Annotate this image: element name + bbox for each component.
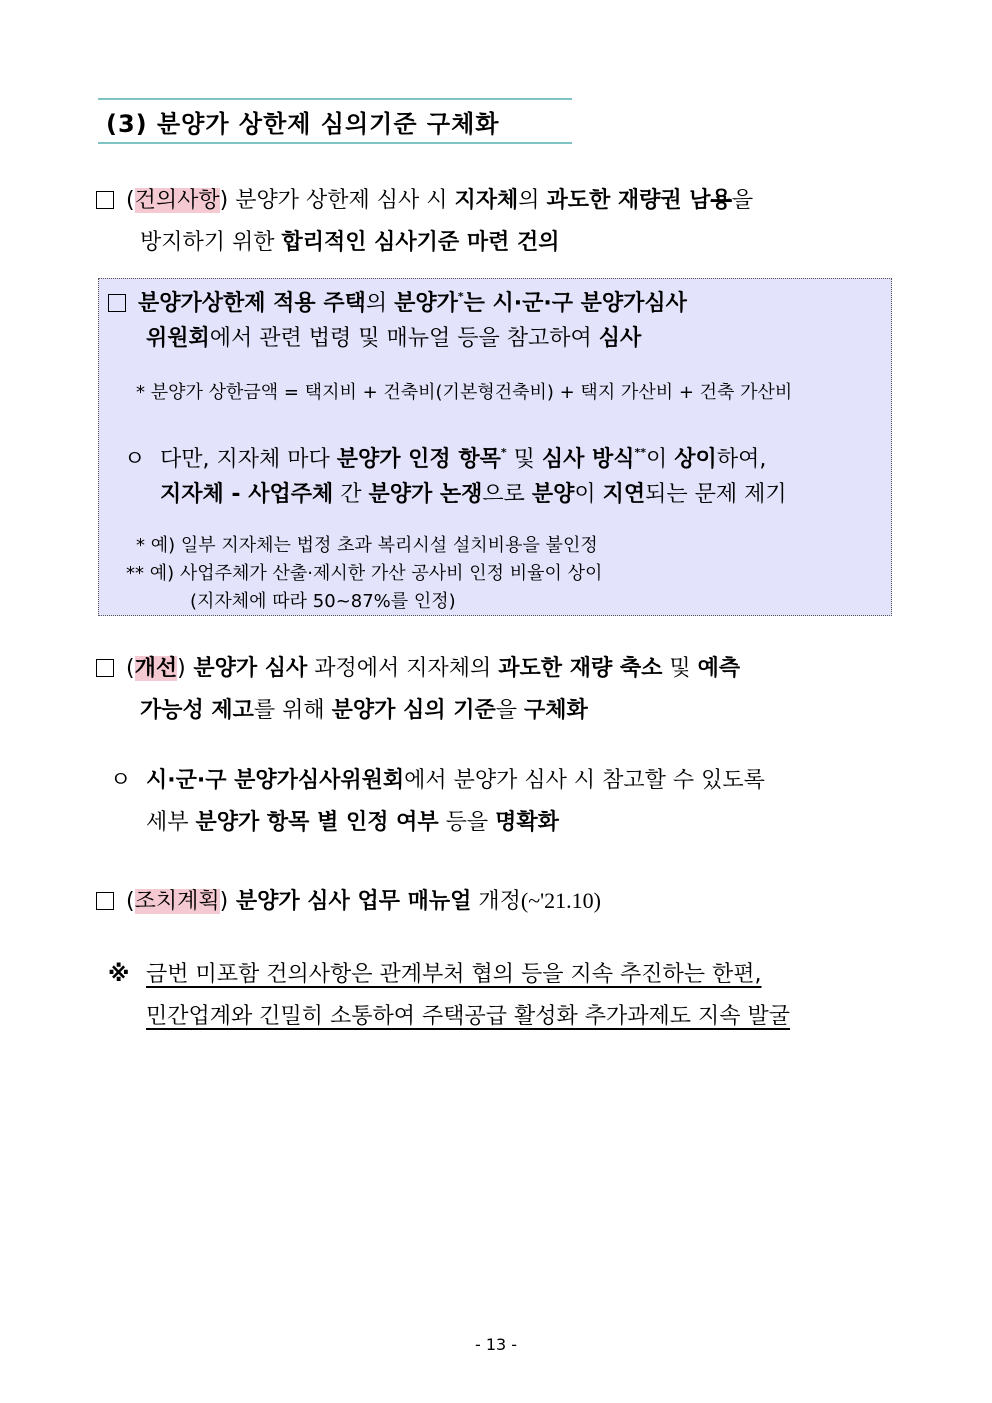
checkbox-square-icon <box>96 191 114 209</box>
footnote-marker: * <box>457 290 464 303</box>
bold-text: 지연 <box>602 482 646 507</box>
text: 다만, 지자체 마다 <box>160 447 337 472</box>
text: 과정에서 지자체의 <box>307 656 499 681</box>
text: 및 <box>506 447 542 472</box>
text: 이 <box>646 447 675 472</box>
bold-text: 분양가 인정 항목 <box>336 447 501 472</box>
text: 방지하기 위한 <box>140 230 282 255</box>
text: 을 <box>731 188 754 213</box>
struck-text: 용 <box>710 188 732 213</box>
title-bottom-rule <box>98 142 572 144</box>
example-note-1: * 예) 일부 지자체는 법정 초과 복리시설 설치비용을 불인정 <box>136 535 598 556</box>
bold-text: 분양가상한제 적용 주택 <box>138 291 366 316</box>
bold-text: 분양가 심사 <box>185 656 308 681</box>
text: 에서 관련 법령 및 매뉴얼 등을 참고하여 <box>209 326 599 351</box>
bold-text: 과도한 재량권 남 <box>546 188 711 213</box>
bullet-icon: ㅇ <box>124 447 146 472</box>
bold-text: 분양가 논쟁 <box>368 482 483 507</box>
proposal-line-2 <box>140 222 560 264</box>
schedule-text: (~'21.10) <box>520 888 601 913</box>
text: 의 <box>518 188 547 213</box>
bold-text: 명확화 <box>495 810 559 835</box>
example-note-3: (지자체에 따라 50~87%를 인정) <box>190 591 456 612</box>
bullet-icon: ㅇ <box>110 768 132 793</box>
bold-text: 지자체 <box>454 188 519 213</box>
improvement-tag: 개선 <box>134 656 178 681</box>
paren: ( <box>126 656 135 681</box>
footnote-marker: * <box>500 446 507 459</box>
callout-bullet-line-2 <box>160 474 787 516</box>
remark-text: 민간업계와 긴밀히 소통하여 주택공급 활성화 추가과제도 지속 발굴 <box>146 1004 791 1029</box>
text: 으로 <box>482 482 532 507</box>
bold-text: 과도한 재량 축소 <box>498 656 663 681</box>
page-number: - 13 - <box>474 1335 518 1354</box>
bold-text: 합리적인 심사기준 마련 건의 <box>281 230 560 255</box>
bold-text: 는 시·군·구 분양가심사 <box>463 291 687 316</box>
remark-line-1 <box>108 954 762 996</box>
callout-line-2 <box>146 318 641 360</box>
paren: ) <box>219 889 229 914</box>
text: 등을 <box>438 810 496 835</box>
remark-line-2 <box>146 996 790 1038</box>
paren: ( <box>126 889 135 914</box>
paren: ( <box>126 188 135 213</box>
text: 및 <box>662 656 698 681</box>
text: 을 <box>495 698 525 723</box>
checkbox-square-icon <box>108 294 126 312</box>
proposal-line-1 <box>96 180 753 222</box>
text: 를 위해 <box>253 698 332 723</box>
paren: ) <box>219 188 229 213</box>
text: 간 <box>333 482 369 507</box>
bold-text: 심사 방식 <box>541 447 635 472</box>
footnote-marker: ** <box>634 446 647 459</box>
title-top-rule <box>98 98 572 100</box>
paren: ) <box>177 656 186 681</box>
bold-text: 심사 <box>598 326 642 351</box>
bold-text: 지자체 - 사업주체 <box>160 482 334 507</box>
text: 개정 <box>471 889 521 914</box>
checkbox-square-icon <box>96 892 114 910</box>
bold-text: 위원회 <box>146 326 210 351</box>
bold-text: 분양가 <box>394 291 458 316</box>
proposal-tag: 건의사항 <box>134 188 220 213</box>
text: 이 <box>574 482 603 507</box>
improvement-line-2 <box>140 690 588 732</box>
reference-mark-icon: ※ <box>108 962 130 987</box>
bold-text: 분양가 심의 기준 <box>331 698 496 723</box>
text: 분양가 상한제 심사 시 <box>228 188 455 213</box>
text: 세부 <box>146 810 196 835</box>
bold-text: 분양 <box>531 482 575 507</box>
detail-bullet-line-1 <box>110 760 765 802</box>
example-note-2: ** 예) 사업주체가 산출·제시한 가산 공사비 인정 비율이 상이 <box>126 563 603 584</box>
bold-text: 구체화 <box>524 698 588 723</box>
improvement-line-1 <box>96 648 740 690</box>
bold-text: 가능성 제고 <box>140 698 254 723</box>
action-plan-line <box>96 880 601 923</box>
text: 에서 분양가 심사 시 참고할 수 있도록 <box>404 768 765 793</box>
remark-text: 금번 미포함 건의사항은 관계부처 협의 등을 지속 추진하는 한편, <box>146 962 762 987</box>
bold-text: 분양가 항목 별 인정 여부 <box>195 810 439 835</box>
bold-text: 상이 <box>674 447 717 472</box>
formula-note: * 분양가 상한금액 = 택지비 + 건축비(기본형건축비) + 택지 가산비 + 건축 가산비 <box>136 382 793 403</box>
text: 하여, <box>716 447 767 472</box>
checkbox-square-icon <box>96 659 114 677</box>
section-title: (3) 분양가 상한제 심의기준 구체화 <box>106 110 500 138</box>
text: 되는 문제 제기 <box>645 482 787 507</box>
bold-text: 시·군·구 분양가심사위원회 <box>146 768 405 793</box>
action-plan-tag: 조치계획 <box>134 889 220 914</box>
bold-text: 예측 <box>697 656 741 681</box>
bold-text: 분양가 심사 업무 매뉴얼 <box>228 889 472 914</box>
detail-bullet-line-2 <box>146 802 559 844</box>
text: 의 <box>365 291 395 316</box>
section-title-block <box>98 98 572 144</box>
